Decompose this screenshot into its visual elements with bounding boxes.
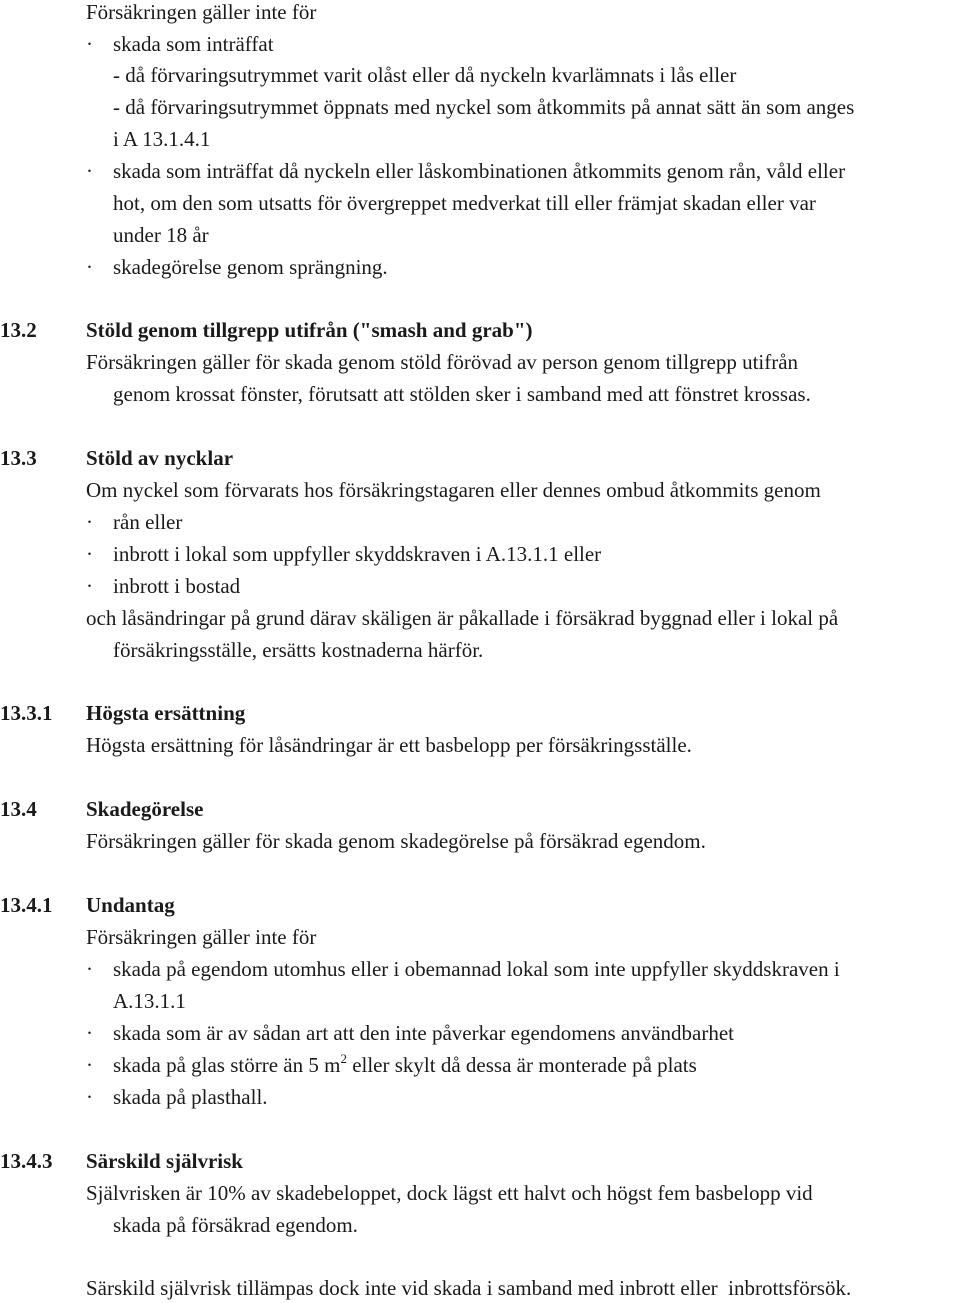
- section-number: 13.3.1: [0, 701, 53, 725]
- paragraph-line: under 18 år: [113, 223, 209, 247]
- section-heading: Stöld av nycklar: [86, 446, 234, 470]
- paragraph-line: i A 13.1.4.1: [113, 127, 211, 151]
- paragraph-line: Om nyckel som förvarats hos försäkringstagaren eller dennes ombud åtkommits genom: [86, 478, 821, 502]
- bullet-icon: ·: [86, 159, 93, 183]
- section-heading: Högsta ersättning: [86, 701, 246, 725]
- bullet-icon: ·: [86, 1085, 93, 1109]
- paragraph-line: Försäkringen gäller för skada genom stöld förövad av person genom tillgrepp utifrån: [86, 350, 799, 374]
- bullet-icon: ·: [86, 32, 93, 56]
- bullet-text: inbrott i bostad: [113, 574, 241, 598]
- superscript: 2: [340, 1051, 347, 1066]
- bullet-icon: ·: [86, 957, 93, 981]
- bullet-icon: ·: [86, 542, 93, 566]
- paragraph-line: - då förvaringsutrymmet varit olåst eller då nyckeln kvarlämnats i lås eller: [113, 63, 737, 87]
- paragraph-line: Högsta ersättning för låsändringar är ett basbelopp per försäkringsställe.: [86, 733, 692, 757]
- section-number: 13.3: [0, 446, 37, 470]
- bullet-icon: ·: [86, 574, 93, 598]
- bullet-text: skada som inträffat då nyckeln eller låskombinationen åtkommits genom rån, våld eller: [113, 159, 846, 183]
- bullet-text: skadegörelse genom sprängning.: [113, 255, 388, 279]
- paragraph-line: genom krossat fönster, förutsatt att stölden sker i samband med att fönstret krossas.: [113, 382, 811, 406]
- paragraph-line: Försäkringen gäller för skada genom skadegörelse på försäkrad egendom.: [86, 829, 706, 853]
- bullet-text: rån eller: [113, 510, 183, 534]
- bullet-icon: ·: [86, 510, 93, 534]
- paragraph-line: Försäkringen gäller inte för: [86, 925, 317, 949]
- paragraph-line: hot, om den som utsatts för övergreppet medverkat till eller främjat skadan eller var: [113, 191, 816, 215]
- section-heading: Särskild självrisk: [86, 1149, 243, 1173]
- bullet-text: skada på plasthall.: [113, 1085, 268, 1109]
- paragraph-line: Försäkringen gäller inte för: [86, 0, 317, 24]
- paragraph-line: Självrisken är 10% av skadebeloppet, dock lägst ett halvt och högst fem basbelopp vid: [86, 1181, 813, 1205]
- bullet-text-pre: skada på glas större än 5 m: [113, 1053, 341, 1077]
- bullet-text: skada som är av sådan art att den inte påverkar egendomens användbarhet: [113, 1021, 734, 1045]
- section-heading: Skadegörelse: [86, 797, 204, 821]
- paragraph-line: A.13.1.1: [113, 989, 186, 1013]
- section-number: 13.4.1: [0, 893, 53, 917]
- section-number: 13.4: [0, 797, 37, 821]
- bullet-text: inbrott i lokal som uppfyller skyddskraven i A.13.1.1 eller: [113, 542, 602, 566]
- section-number: 13.4.3: [0, 1149, 53, 1173]
- paragraph-line: - då förvaringsutrymmet öppnats med nyckel som åtkommits på annat sätt än som anges: [113, 95, 855, 119]
- paragraph-line: försäkringsställe, ersätts kostnaderna härför.: [113, 638, 484, 662]
- paragraph-line: Särskild självrisk tillämpas dock inte vid skada i samband med inbrott eller inbrottsförsök.: [86, 1276, 852, 1300]
- section-heading: Undantag: [86, 893, 175, 917]
- bullet-icon: ·: [86, 1021, 93, 1045]
- paragraph-line: skada på försäkrad egendom.: [113, 1213, 358, 1237]
- bullet-icon: ·: [86, 1053, 93, 1077]
- bullet-text: skada på egendom utomhus eller i obemannad lokal som inte uppfyller skyddskraven i: [113, 957, 840, 981]
- section-number: 13.2: [0, 318, 37, 342]
- section-heading: Stöld genom tillgrepp utifrån ("smash and grab"): [86, 318, 533, 342]
- bullet-icon: ·: [86, 255, 93, 279]
- bullet-text-post: eller skylt då dessa är monterade på plats: [346, 1053, 697, 1077]
- paragraph-line: och låsändringar på grund därav skäligen är påkallade i försäkrad byggnad eller i lokal på: [86, 606, 839, 630]
- bullet-text: skada som inträffat: [113, 32, 274, 56]
- bullet-text: [113, 1052, 697, 1078]
